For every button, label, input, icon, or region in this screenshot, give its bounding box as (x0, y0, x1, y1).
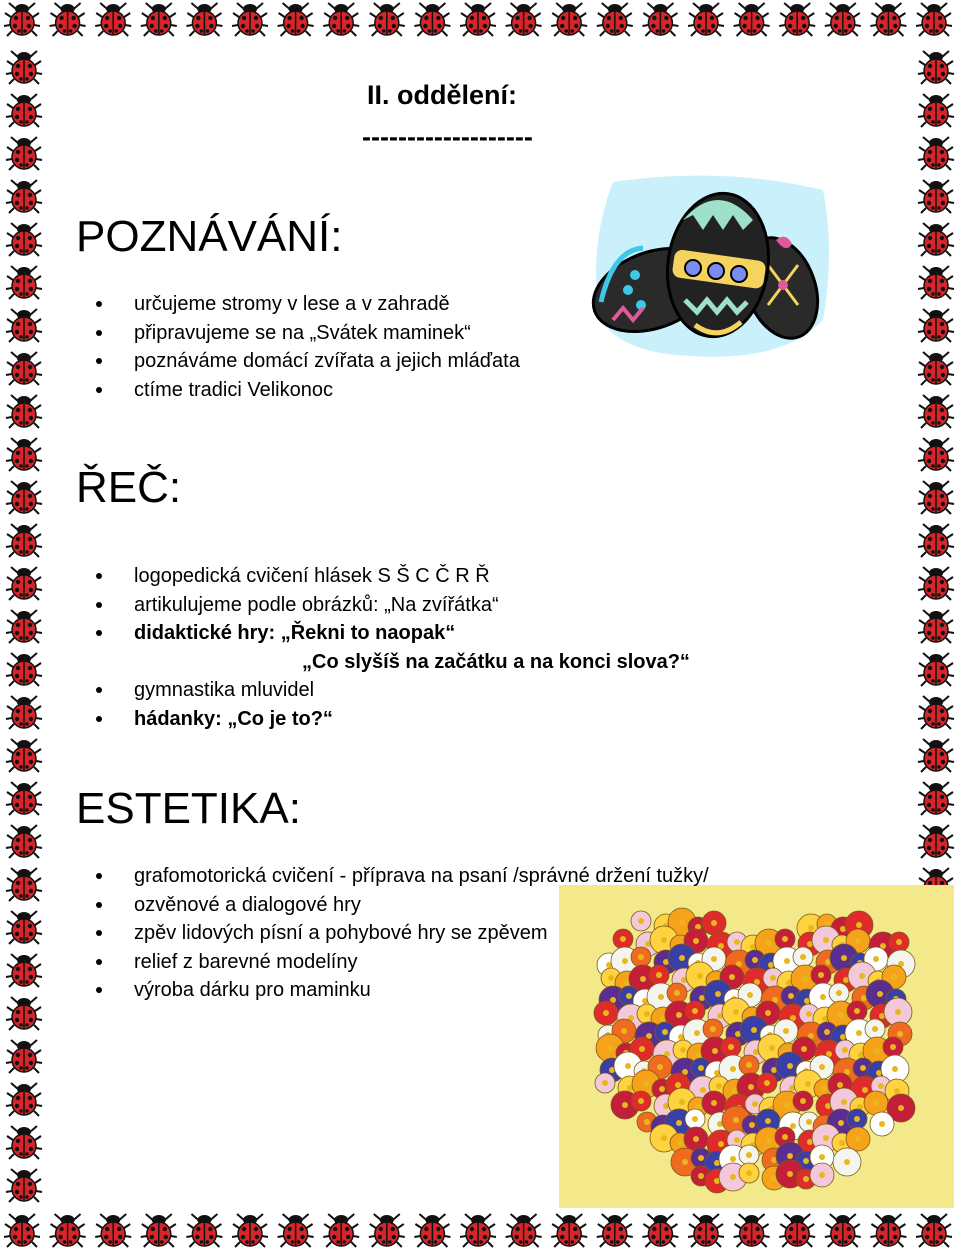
ladybug-icon (414, 3, 450, 36)
flower-center (764, 1080, 770, 1086)
ladybug-icon (414, 1214, 450, 1247)
flower-center (603, 1010, 609, 1016)
ladybug-icon (779, 3, 815, 36)
flower-center (800, 954, 806, 960)
list-item: relief z barevné modelíny (98, 948, 709, 977)
flower-center (643, 1081, 649, 1087)
ladybug-icon (918, 481, 954, 514)
flower-center (805, 1081, 811, 1087)
heading-estetika: ESTETIKA: (76, 784, 301, 833)
flower-center (821, 1086, 827, 1092)
heading-poznavani: POZNÁVÁNÍ: (76, 212, 343, 261)
flower-center (897, 1031, 903, 1037)
flower-center (661, 1135, 667, 1141)
flower-center (639, 1046, 645, 1052)
flower-center (746, 1062, 752, 1068)
flower-center (841, 955, 847, 961)
flower-center (787, 1063, 793, 1069)
list-item: grafomotorická cvičení - příprava na psaní /správné držení tužky/ (98, 862, 709, 891)
flower-center (692, 1116, 698, 1122)
ladybug-icon (6, 180, 42, 213)
flower-center (766, 940, 772, 946)
list-item: artikulujeme podle obrázků: „Na zvířátka“ (98, 591, 690, 620)
ladybug-icon (6, 1169, 42, 1202)
flower-center (769, 1045, 775, 1051)
flower-center (682, 1159, 688, 1165)
flower-center (873, 1100, 879, 1106)
flower-center (677, 1140, 683, 1146)
flower-center (730, 1066, 736, 1072)
flower-center (878, 1083, 884, 1089)
flower-center (730, 1156, 736, 1162)
ladybug-icon (141, 1214, 177, 1247)
flower-center (898, 1105, 904, 1111)
ladybug-icon (870, 1214, 906, 1247)
flower-center (765, 1118, 771, 1124)
flower-center (659, 1086, 665, 1092)
flower-center (819, 1064, 825, 1070)
flower-center (622, 1102, 628, 1108)
flower-center (802, 976, 808, 982)
ladybug-icon (6, 481, 42, 514)
flower-center (862, 1087, 868, 1093)
flower-center (692, 1008, 698, 1014)
ladybug-icon (278, 1214, 314, 1247)
ladybug-icon (6, 1126, 42, 1159)
ladybug-icon (779, 1214, 815, 1247)
list-poznavani (98, 290, 520, 404)
flower-center (734, 1137, 740, 1143)
list-item: určujeme stromy v lese a v zahradě (98, 290, 520, 319)
flower-center (694, 1030, 700, 1036)
flower-center (806, 1119, 812, 1125)
flower-center (783, 1028, 789, 1034)
ladybug-icon (50, 1214, 86, 1247)
flower-center (638, 1098, 644, 1104)
ladybug-icon (6, 51, 42, 84)
ladybug-icon (6, 438, 42, 471)
flower-center (712, 1048, 718, 1054)
flower-center (787, 1171, 793, 1177)
flower-center (782, 1134, 788, 1140)
ladybug-icon (916, 3, 952, 36)
flower-center (839, 1140, 845, 1146)
ladybug-icon (460, 3, 496, 36)
flower-center (820, 994, 826, 1000)
flower-center (859, 973, 865, 979)
flower-center (842, 1047, 848, 1053)
list-item: logopedická cvičení hlásek S Š C Č R Ř (98, 562, 690, 591)
ladybug-icon (4, 1214, 40, 1247)
ladybug-icon (918, 610, 954, 643)
list-item: gymnastika mluvidel (98, 676, 690, 705)
flower-center (838, 1120, 844, 1126)
title-underline: ------------------- (362, 122, 533, 152)
flower-center (675, 1082, 681, 1088)
ladybug-icon (734, 3, 770, 36)
ladybug-icon (6, 868, 42, 901)
flower-center (711, 1100, 717, 1106)
ladybug-icon (6, 610, 42, 643)
flower-center (819, 1154, 825, 1160)
ladybug-icon (4, 3, 40, 36)
ladybug-icon (6, 739, 42, 772)
ladybug-icon (918, 223, 954, 256)
ladybug-icon (6, 567, 42, 600)
flower-center (621, 1028, 627, 1034)
flower-center (679, 1099, 685, 1105)
ladybug-icon (597, 1214, 633, 1247)
flower-center (700, 1087, 706, 1093)
ladybug-icon (688, 1214, 724, 1247)
list-item: ozvěnové a dialogové hry (98, 891, 709, 920)
ladybug-icon (870, 3, 906, 36)
ladybug-icon (323, 3, 359, 36)
flower-center (872, 1026, 878, 1032)
flower-center (693, 1136, 699, 1142)
ladybug-icon (642, 1214, 678, 1247)
flower-center (818, 972, 824, 978)
ladybug-icon (918, 309, 954, 342)
ladybug-icon (642, 3, 678, 36)
flower-center (698, 1065, 704, 1071)
flower-center (879, 1121, 885, 1127)
flower-center (891, 974, 897, 980)
flower-center (751, 1027, 757, 1033)
ladybug-icon (506, 1214, 542, 1247)
list-item-continuation: „Co slyšíš na začátku a na konci slova?“ (302, 650, 690, 673)
flower-center (752, 1101, 758, 1107)
flower-center (680, 1047, 686, 1053)
ladybug-icon (460, 1214, 496, 1247)
flower-center (698, 1155, 704, 1161)
flower-center (676, 1012, 682, 1018)
list-item: zpěv lidových písní a pohybové hry se zpěvem (98, 919, 709, 948)
flower-center (718, 1141, 724, 1147)
flower-center (766, 1138, 772, 1144)
ladybug-icon (95, 1214, 131, 1247)
list-item: poznáváme domácí zvířata a jejich mláďata (98, 347, 520, 376)
ladybug-icon (916, 1214, 952, 1247)
ladybug-icon (825, 1214, 861, 1247)
ladybug-icon (597, 3, 633, 36)
flower-center (734, 939, 740, 945)
ladybug-icon (918, 782, 954, 815)
flower-center (716, 1083, 722, 1089)
heading-rec: ŘEČ: (76, 463, 182, 512)
ladybug-icon (6, 1083, 42, 1116)
ladybug-icon (6, 696, 42, 729)
flower-center (860, 1065, 866, 1071)
flower-center (873, 956, 879, 962)
ladybug-icon (6, 524, 42, 557)
list-item: připravujeme se na „Svátek maminek“ (98, 319, 520, 348)
flower-center (854, 1008, 860, 1014)
ladybug-icon (6, 954, 42, 987)
flower-center (711, 920, 717, 926)
ladybug-icon (918, 51, 954, 84)
list-item: výroba dárku pro maminku (98, 976, 709, 1005)
flower-center (844, 1159, 850, 1165)
flower-center (733, 1009, 739, 1015)
ladybug-icon (6, 309, 42, 342)
flower-center (748, 1084, 754, 1090)
flower-center (733, 1117, 739, 1123)
ladybug-icon (6, 266, 42, 299)
ladybug-icon (50, 3, 86, 36)
list-rec (98, 562, 690, 733)
flower-center (874, 1048, 880, 1054)
flower-center (625, 1063, 631, 1069)
ladybug-icon (825, 3, 861, 36)
flower-center (765, 1010, 771, 1016)
page-title: II. oddělení: (367, 80, 518, 110)
flower-center (729, 974, 735, 980)
ladybug-icon (95, 3, 131, 36)
ladybug-icon (278, 3, 314, 36)
ladybug-icon (918, 524, 954, 557)
ladybug-icon (6, 1040, 42, 1073)
flower-center (698, 1173, 704, 1179)
flower-center (894, 1088, 900, 1094)
ladybug-icon (918, 653, 954, 686)
flower-center (784, 1102, 790, 1108)
ladybug-icon (918, 438, 954, 471)
flower-center (806, 1011, 812, 1017)
flower-center (890, 1044, 896, 1050)
flower-center (854, 1116, 860, 1122)
ladybug-icon (918, 180, 954, 213)
ladybug-icon (506, 3, 542, 36)
ladybug-icon (6, 94, 42, 127)
flower-center (657, 1064, 663, 1070)
flower-center (730, 1174, 736, 1180)
ladybug-icon (551, 1214, 587, 1247)
list-item: ctíme tradici Velikonoc (98, 376, 520, 405)
flower-center (895, 1009, 901, 1015)
flower-center (801, 1046, 807, 1052)
ladybug-icon (186, 3, 222, 36)
flower-center (770, 975, 776, 981)
flower-center (837, 1082, 843, 1088)
flower-center (784, 958, 790, 964)
flower-center (790, 1123, 796, 1129)
flower-center (823, 1135, 829, 1141)
flower-center (892, 1066, 898, 1072)
flower-center (855, 938, 861, 944)
ladybug-icon (734, 1214, 770, 1247)
flower-center (752, 957, 758, 963)
list-estetika (98, 862, 709, 1005)
flower-center (896, 939, 902, 945)
flower-center (856, 922, 862, 928)
ladybug-icon (369, 1214, 405, 1247)
easter-eggs-image (583, 170, 833, 370)
ladybug-icon (918, 94, 954, 127)
flower-center (787, 1153, 793, 1159)
flower-center (746, 1152, 752, 1158)
list-item: hádanky: „Co je to?“ (98, 705, 690, 734)
flower-center (823, 937, 829, 943)
ladybug-icon (6, 653, 42, 686)
ladybug-icon (6, 825, 42, 858)
ladybug-icon (6, 997, 42, 1030)
flower-center (803, 1158, 809, 1164)
flower-center (803, 1176, 809, 1182)
flower-center (662, 1029, 668, 1035)
flower-center (711, 956, 717, 962)
flower-center (824, 1029, 830, 1035)
flower-center (877, 991, 883, 997)
ladybug-icon (232, 1214, 268, 1247)
ladybug-icon (369, 3, 405, 36)
flower-center (782, 936, 788, 942)
flower-center (749, 1122, 755, 1128)
flower-center (788, 993, 794, 999)
flower-center (808, 925, 814, 931)
ladybug-icon (6, 352, 42, 385)
ladybug-icon (688, 3, 724, 36)
flower-center (715, 991, 721, 997)
flower-center (747, 992, 753, 998)
ladybug-icon (918, 739, 954, 772)
ladybug-icon (323, 1214, 359, 1247)
ladybug-icon (918, 137, 954, 170)
ladybug-icon (918, 266, 954, 299)
flower-center (710, 1026, 716, 1032)
flower-center (607, 1045, 613, 1051)
list-item: didaktické hry: „Řekni to naopak“ (98, 619, 690, 648)
flower-center (644, 1011, 650, 1017)
ladybug-icon (551, 3, 587, 36)
flower-center (602, 1080, 608, 1086)
flower-center (856, 1030, 862, 1036)
ladybug-icon (918, 352, 954, 385)
ladybug-icon (6, 395, 42, 428)
ladybug-icon (918, 567, 954, 600)
ladybug-icon (232, 3, 268, 36)
ladybug-icon (918, 395, 954, 428)
ladybug-icon (918, 696, 954, 729)
flower-center (841, 1099, 847, 1105)
ladybug-icon (141, 3, 177, 36)
flower-center (728, 1044, 734, 1050)
flower-center (838, 1012, 844, 1018)
ladybug-icon (6, 137, 42, 170)
ladybug-icon (6, 223, 42, 256)
ladybug-icon (6, 782, 42, 815)
flower-center (746, 1170, 752, 1176)
flower-center (819, 1172, 825, 1178)
flower-center (676, 1120, 682, 1126)
flower-center (836, 990, 842, 996)
flower-center (644, 1119, 650, 1125)
flower-center (800, 1098, 806, 1104)
flower-center (855, 1136, 861, 1142)
ladybug-icon (918, 825, 954, 858)
ladybug-icon (6, 911, 42, 944)
ladybug-icon (186, 1214, 222, 1247)
